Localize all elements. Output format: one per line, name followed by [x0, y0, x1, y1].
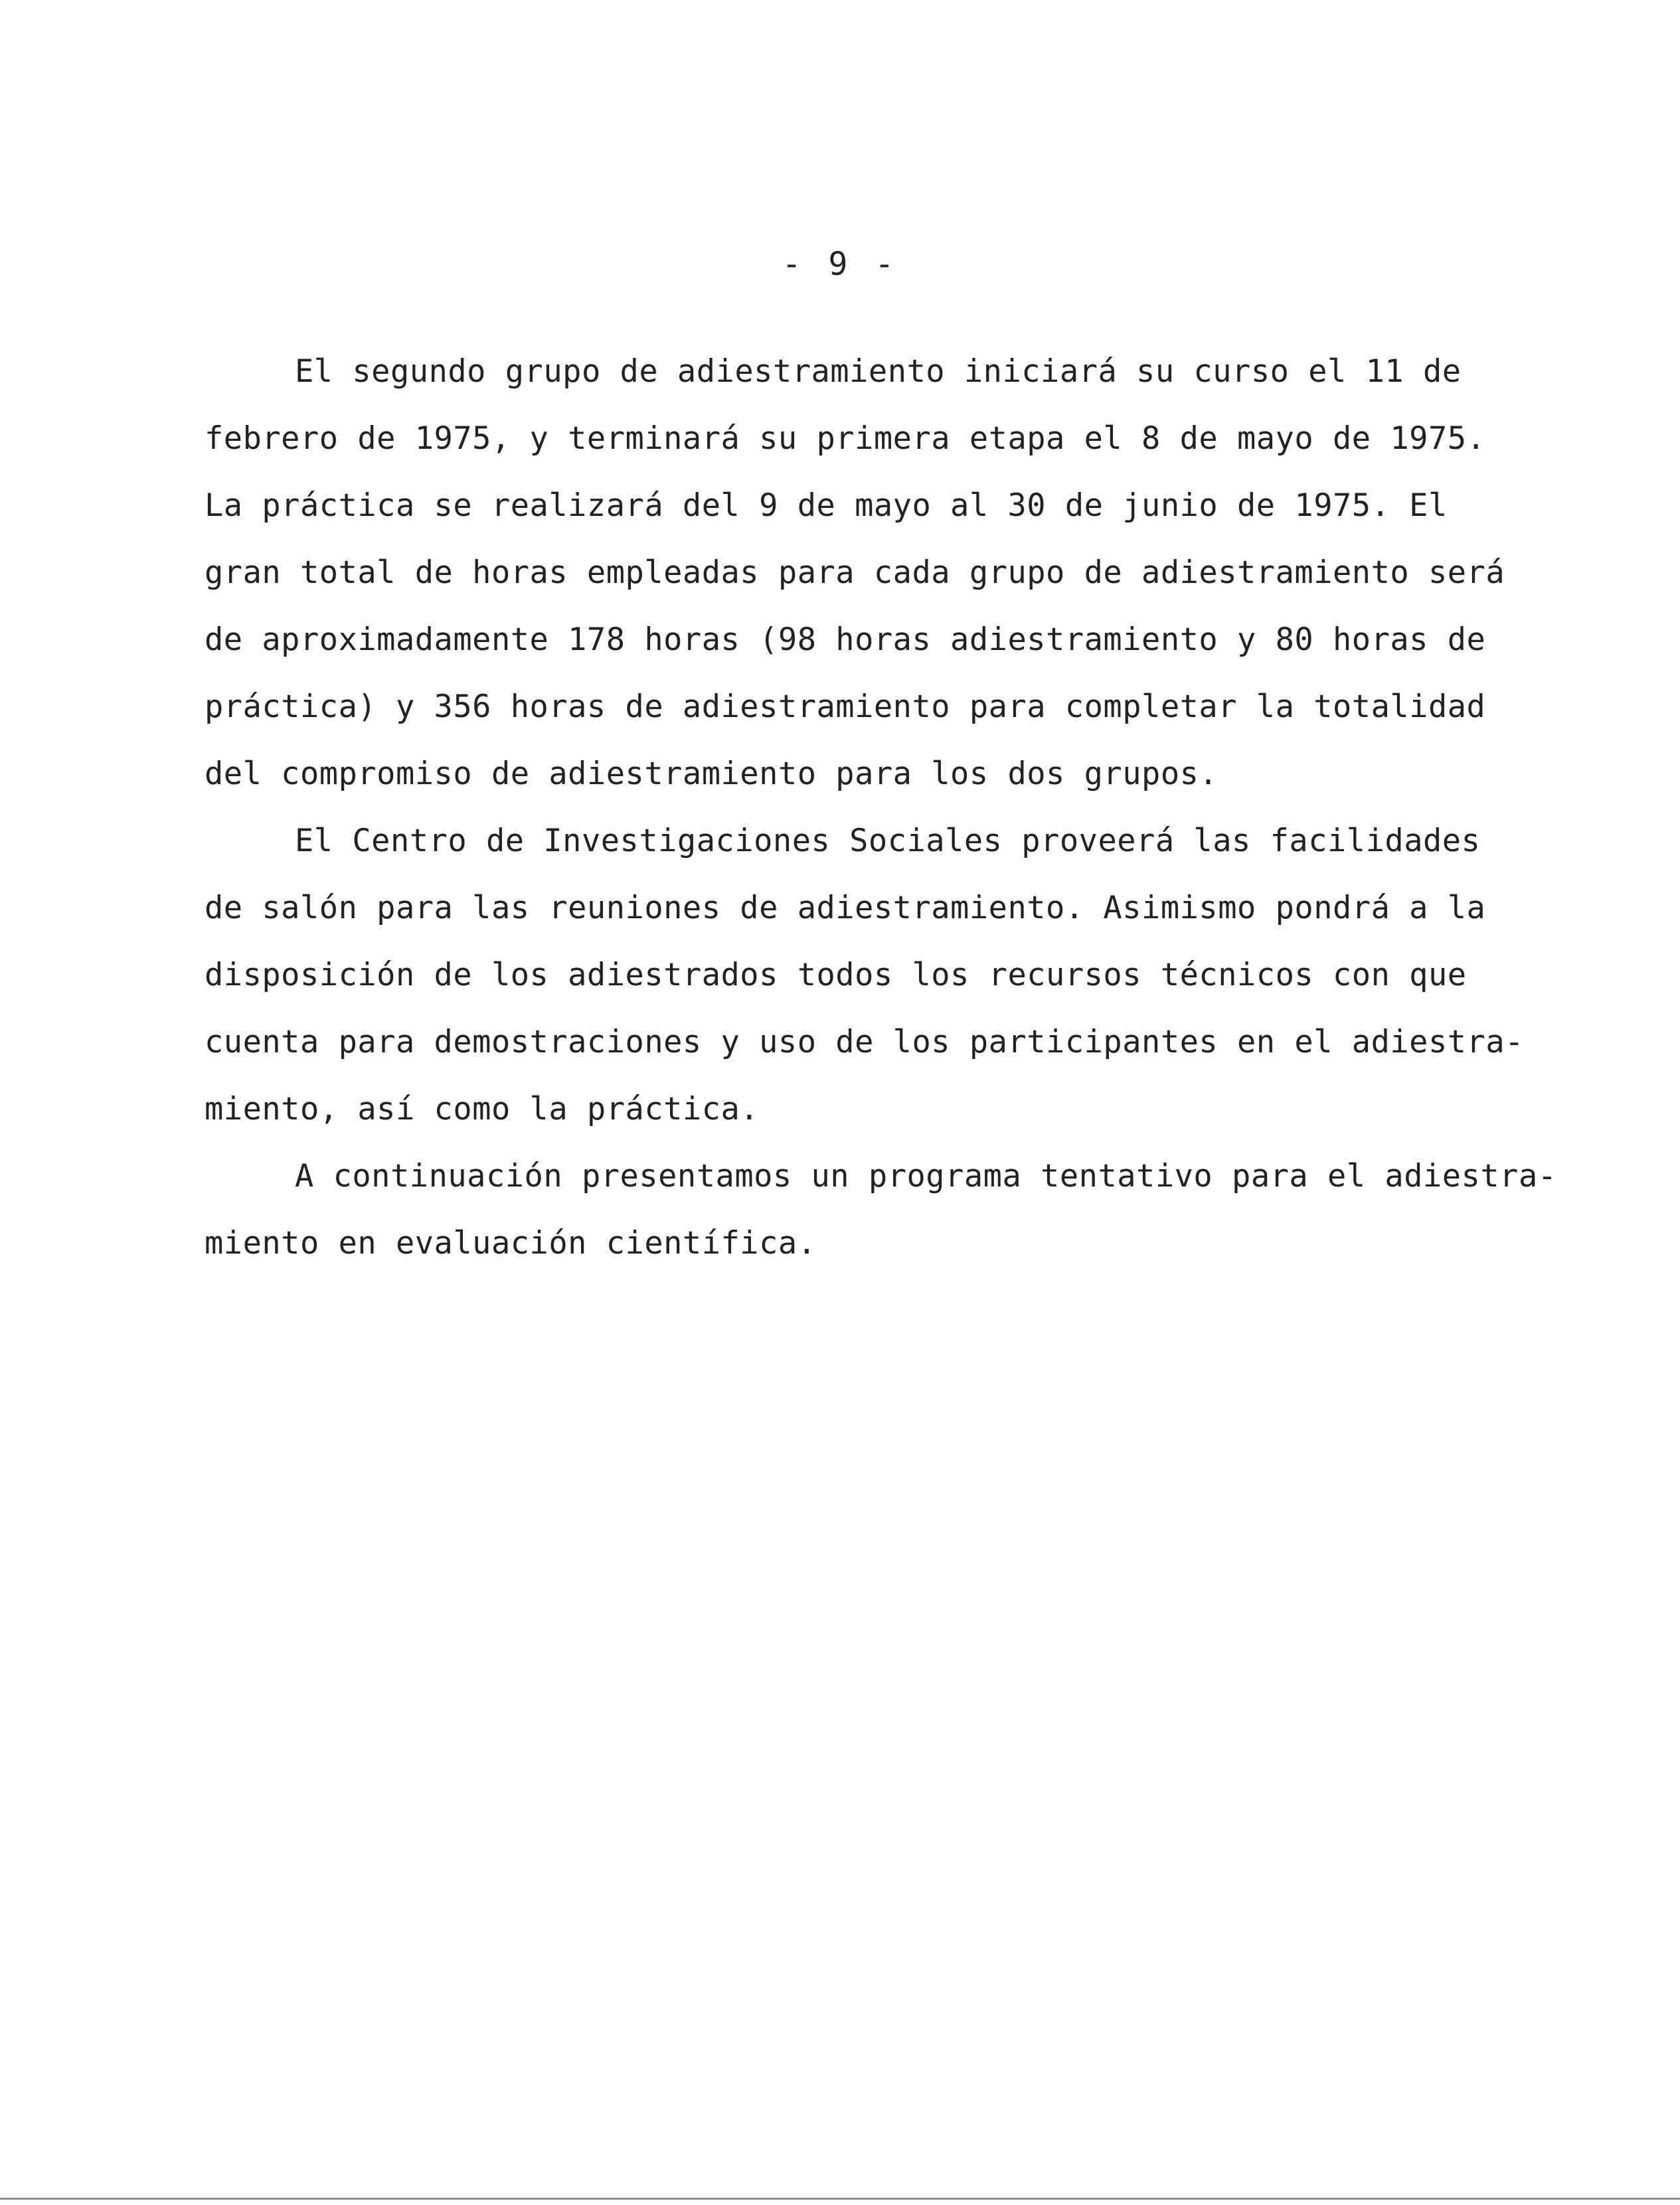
text-line: de salón para las reuniones de adiestramiento. Asimismo pondrá a la	[205, 890, 1486, 926]
text-line: cuenta para demostraciones y uso de los participantes en el adiestra-	[205, 1024, 1524, 1060]
text-line: disposición de los adiestrados todos los recursos técnicos con que	[205, 957, 1467, 993]
text-line: de aproximadamente 178 horas (98 horas adiestramiento y 80 horas de	[205, 621, 1486, 658]
text-line: práctica) y 356 horas de adiestramiento para completar la totalidad	[205, 689, 1486, 725]
text-line: gran total de horas empleadas para cada grupo de adiestramiento será	[205, 554, 1505, 591]
body-text	[205, 345, 1557, 1284]
paragraph-1	[205, 345, 1505, 815]
paragraph-2	[205, 815, 1524, 1150]
text-line: miento en evaluación científica.	[205, 1225, 817, 1262]
paragraph-3	[205, 1150, 1557, 1284]
text-line: La práctica se realizará del 9 de mayo al 30 de junio de 1975. El	[205, 487, 1448, 524]
page-number: - 9 -	[782, 246, 898, 283]
bottom-scan-edge	[0, 2198, 1680, 2200]
text-line: miento, así como la práctica.	[205, 1091, 760, 1127]
text-line: del compromiso de adiestramiento para los dos grupos.	[205, 756, 1218, 792]
text-line: febrero de 1975, y terminará su primera etapa el 8 de mayo de 1975.	[205, 420, 1486, 457]
text-line: El segundo grupo de adiestramiento iniciará su curso el 11 de	[295, 353, 1462, 390]
text-line: El Centro de Investigaciones Sociales proveerá las facilidades	[295, 823, 1481, 859]
text-line: A continuación presentamos un programa tentativo para el adiestra-	[295, 1158, 1557, 1194]
